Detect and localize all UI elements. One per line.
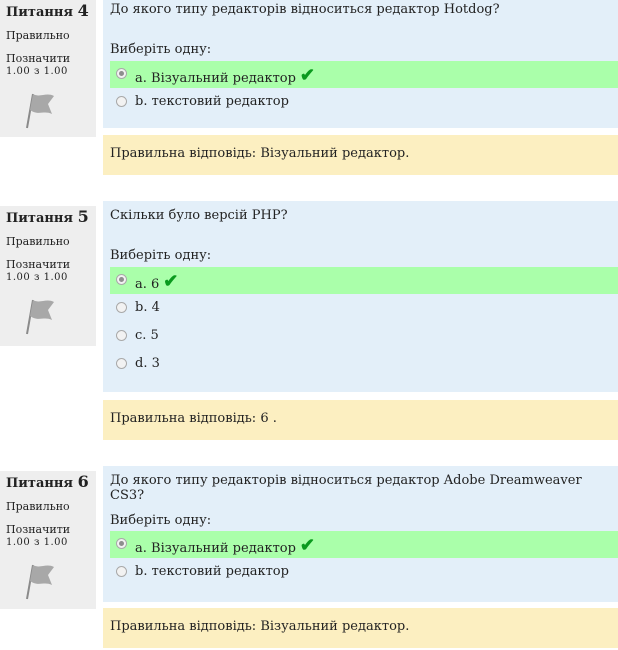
question-text: Скільки було версій PHP? — [110, 208, 288, 223]
answer-label: b. текстовий редактор — [135, 94, 289, 109]
answer-label: b. 4 — [135, 300, 160, 315]
radio-button[interactable] — [116, 274, 127, 285]
feedback-text: Правильна відповідь: 6 . — [110, 411, 277, 426]
question-text: До якого типу редакторів відноситься редактор Hotdog? — [110, 2, 500, 17]
question-text: До якого типу редакторів відноситься редактор Adobe Dreamweaver CS3? — [110, 473, 582, 503]
radio-button[interactable] — [116, 358, 127, 369]
answer-option[interactable] — [110, 531, 618, 558]
answer-option[interactable] — [110, 89, 618, 116]
question-grade — [6, 523, 96, 549]
question-number: Питання 5 — [6, 207, 89, 226]
question-state: Правильно — [6, 29, 70, 42]
checkmark-icon: ✔ — [163, 271, 179, 292]
answer-option[interactable] — [110, 295, 618, 322]
flag-label[interactable]: Позначити — [6, 52, 71, 65]
question-info — [0, 206, 96, 346]
question-number: Питання 4 — [6, 1, 89, 20]
question-state: Правильно — [6, 500, 70, 513]
answer-prompt: Виберіть одну: — [110, 42, 212, 57]
checkmark-icon: ✔ — [299, 535, 316, 556]
feedback-text: Правильна відповідь: Візуальний редактор. — [110, 619, 410, 634]
radio-button[interactable] — [116, 538, 127, 549]
answer-label: a. Візуальний редактор — [135, 541, 296, 556]
answer-label: a. Візуальний редактор — [135, 71, 296, 86]
answer-label: c. 5 — [135, 328, 159, 343]
grade-value: 1.00 з 1.00 — [6, 66, 68, 77]
radio-button[interactable] — [116, 566, 127, 577]
radio-button[interactable] — [116, 96, 127, 107]
question-content — [103, 201, 618, 392]
feedback-box — [103, 135, 618, 175]
radio-button[interactable] — [116, 330, 127, 341]
flag-label[interactable]: Позначити — [6, 523, 71, 536]
answer-option[interactable] — [110, 559, 618, 586]
answer-option[interactable] — [110, 323, 618, 350]
answer-prompt: Виберіть одну: — [110, 248, 212, 263]
question-info — [0, 471, 96, 609]
question-content — [103, 466, 618, 602]
answer-option[interactable] — [110, 61, 618, 88]
question-state: Правильно — [6, 235, 70, 248]
answer-prompt: Виберіть одну: — [110, 513, 212, 528]
grade-value: 1.00 з 1.00 — [6, 537, 68, 548]
checkmark-icon: ✔ — [299, 65, 316, 86]
flag-icon[interactable] — [20, 561, 58, 601]
question-grade — [6, 52, 96, 78]
answer-option[interactable] — [110, 267, 618, 294]
flag-icon[interactable] — [20, 90, 58, 130]
grade-value: 1.00 з 1.00 — [6, 272, 68, 283]
question-number: Питання 6 — [6, 472, 89, 491]
answer-option[interactable] — [110, 351, 618, 378]
answer-label: b. текстовий редактор — [135, 564, 289, 579]
feedback-box — [103, 608, 618, 648]
feedback-text: Правильна відповідь: Візуальний редактор. — [110, 146, 410, 161]
radio-button[interactable] — [116, 302, 127, 313]
question-content — [103, 0, 618, 128]
flag-label[interactable]: Позначити — [6, 258, 71, 271]
flag-icon[interactable] — [20, 296, 58, 336]
answer-label: d. 3 — [135, 356, 160, 371]
question-info — [0, 0, 96, 137]
feedback-box — [103, 400, 618, 440]
answer-label: a. 6 — [135, 277, 160, 292]
radio-button[interactable] — [116, 68, 127, 79]
question-grade — [6, 258, 96, 284]
